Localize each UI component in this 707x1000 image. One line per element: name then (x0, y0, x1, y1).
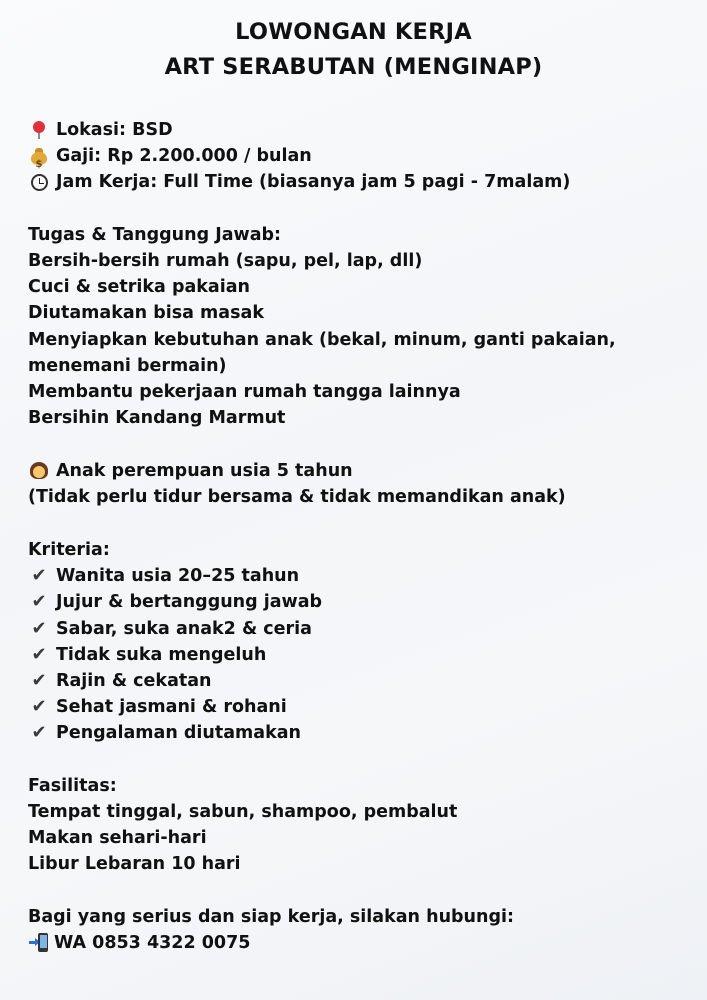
facilities-heading: Fasilitas: (28, 776, 117, 796)
criteria-item (28, 721, 301, 745)
criteria-text: Pengalaman diutamakan (56, 723, 301, 743)
check-mark-icon: ✔ (31, 696, 47, 717)
check-mark-icon: ✔ (31, 644, 47, 665)
location-text: Lokasi: BSD (56, 120, 173, 140)
duty-item: Cuci & setrika pakaian (28, 277, 250, 297)
criteria-text: Rajin & cekatan (56, 671, 212, 691)
salary-line (28, 144, 312, 168)
poster-title: LOWONGAN KERJA (235, 19, 472, 45)
criteria-text: Sehat jasmani & rohani (56, 697, 287, 717)
facility-item: Tempat tinggal, sabun, shampoo, pembalut (28, 802, 458, 822)
criteria-item (28, 643, 266, 667)
hours-text: Jam Kerja: Full Time (biasanya jam 5 pagi - 7malam) (56, 172, 571, 192)
criteria-item (28, 617, 312, 641)
check-mark-icon: ✔ (31, 618, 47, 639)
criteria-item (28, 669, 212, 693)
criteria-text: Sabar, suka anak2 & ceria (56, 619, 312, 639)
criteria-item (28, 590, 322, 614)
duty-item: Membantu pekerjaan rumah tangga lainnya (28, 382, 461, 402)
duty-item-continued: menemani bermain) (28, 356, 227, 376)
clock-icon (28, 172, 50, 192)
money-bag-icon: $ (28, 146, 50, 166)
poster-subtitle: ART SERABUTAN (MENGINAP) (164, 54, 543, 80)
location-line (28, 118, 173, 142)
check-mark-icon: ✔ (31, 722, 47, 743)
criteria-heading: Kriteria: (28, 540, 110, 560)
whatsapp-number: WA 0853 4322 0075 (54, 933, 251, 953)
mobile-phone-arrow-icon (28, 933, 50, 953)
contact-intro: Bagi yang serius dan siap kerja, silakan hubungi: (28, 907, 514, 927)
duty-item: Bersihin Kandang Marmut (28, 408, 286, 428)
duty-item: Diutamakan bisa masak (28, 303, 264, 323)
child-info-line (28, 459, 353, 483)
criteria-text: Wanita usia 20–25 tahun (56, 566, 300, 586)
criteria-item (28, 564, 299, 588)
duties-heading: Tugas & Tanggung Jawab: (28, 225, 282, 245)
contact-line (28, 931, 250, 955)
child-info-text: Anak perempuan usia 5 tahun (56, 461, 353, 481)
facility-item: Makan sehari-hari (28, 828, 207, 848)
check-mark-icon: ✔ (31, 565, 47, 586)
facility-item: Libur Lebaran 10 hari (28, 854, 241, 874)
criteria-text: Jujur & bertanggung jawab (56, 592, 323, 612)
hours-line (28, 170, 570, 194)
child-note: (Tidak perlu tidur bersama & tidak memandikan anak) (28, 487, 566, 507)
round-pushpin-icon (28, 120, 50, 140)
duty-item: Menyiapkan kebutuhan anak (bekal, minum, ganti pakaian, (28, 330, 616, 350)
duty-item: Bersih-bersih rumah (sapu, pel, lap, dll) (28, 251, 423, 271)
check-mark-icon: ✔ (31, 670, 47, 691)
check-mark-icon: ✔ (31, 591, 47, 612)
criteria-item (28, 695, 287, 719)
criteria-text: Tidak suka mengeluh (56, 645, 267, 665)
salary-text: Gaji: Rp 2.200.000 / bulan (56, 146, 312, 166)
girl-icon (28, 461, 50, 481)
